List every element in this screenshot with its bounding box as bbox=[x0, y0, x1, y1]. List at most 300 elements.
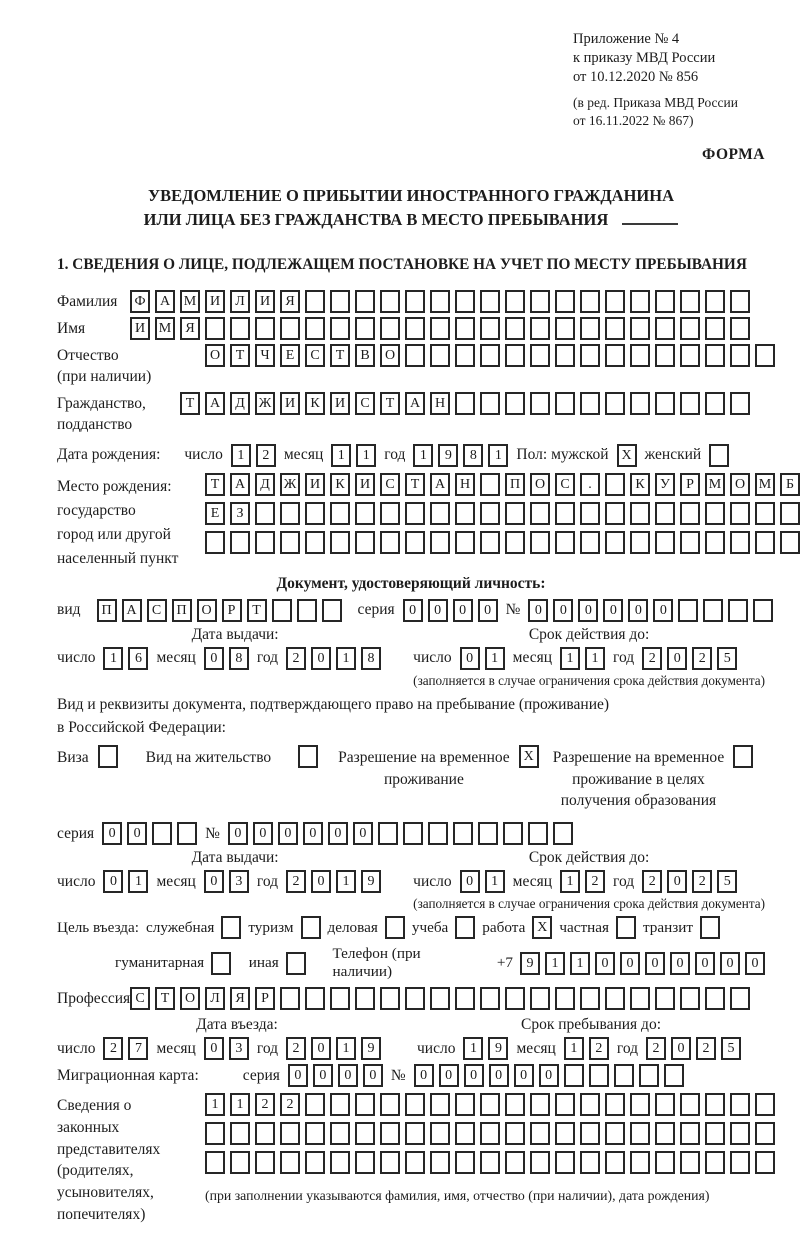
phone-label: Телефон (при наличии) bbox=[332, 945, 421, 981]
char-cell bbox=[555, 1122, 575, 1145]
migration-card-label: Миграционная карта: bbox=[57, 1066, 199, 1084]
char-cell bbox=[605, 1093, 625, 1116]
char-cell bbox=[564, 1064, 584, 1087]
char-cell bbox=[530, 392, 550, 415]
char-cell: 2 bbox=[589, 1037, 609, 1060]
char-cell bbox=[430, 1122, 450, 1145]
appendix-line: Приложение № 4 bbox=[573, 31, 680, 47]
char-cell bbox=[555, 1093, 575, 1116]
char-cell bbox=[330, 987, 350, 1010]
day-label: число bbox=[184, 446, 223, 464]
char-cell bbox=[730, 1093, 750, 1116]
char-cell bbox=[703, 599, 723, 622]
char-cell: 2 bbox=[692, 647, 712, 670]
section1-heading: 1. СВЕДЕНИЯ О ЛИЦЕ, ПОДЛЕЖАЩЕМ ПОСТАНОВКЕ НА УЧЕТ ПО МЕСТУ ПРЕБЫВАНИЯ bbox=[57, 255, 747, 273]
char-cell: 0 bbox=[278, 822, 298, 845]
char-cell: Н bbox=[430, 392, 450, 415]
char-cell bbox=[664, 1064, 684, 1087]
char-cell bbox=[430, 987, 450, 1010]
char-cell bbox=[605, 473, 625, 496]
char-cell: 2 bbox=[286, 870, 306, 893]
given-name-row bbox=[57, 317, 765, 340]
char-cell: И bbox=[130, 317, 150, 340]
char-cell: 5 bbox=[721, 1037, 741, 1060]
char-cell bbox=[405, 344, 425, 367]
char-cell: 2 bbox=[692, 870, 712, 893]
char-cell bbox=[503, 822, 523, 845]
char-cell: 0 bbox=[670, 952, 690, 975]
year-label: год bbox=[384, 446, 406, 464]
char-cell bbox=[152, 822, 172, 845]
form-title-line1: УВЕДОМЛЕНИЕ О ПРИБЫТИИ ИНОСТРАННОГО ГРАЖДАНИНА bbox=[147, 186, 675, 205]
char-cell bbox=[555, 317, 575, 340]
form-title bbox=[57, 184, 765, 232]
doc-kind-label: вид bbox=[57, 601, 81, 619]
char-cell bbox=[530, 531, 550, 554]
char-cell bbox=[530, 502, 550, 525]
char-cell: П bbox=[97, 599, 117, 622]
char-cell: 0 bbox=[628, 599, 648, 622]
char-cell bbox=[428, 822, 448, 845]
issue-day-cells bbox=[103, 870, 148, 893]
char-cell: Р bbox=[680, 473, 700, 496]
char-cell bbox=[255, 317, 275, 340]
char-cell bbox=[480, 531, 500, 554]
char-cell bbox=[680, 531, 700, 554]
residence-permit-label: Вид на жительство bbox=[145, 749, 272, 767]
char-cell: 0 bbox=[204, 1037, 224, 1060]
char-cell: Я bbox=[280, 290, 300, 313]
char-cell bbox=[705, 502, 725, 525]
char-cell: 1 bbox=[545, 952, 565, 975]
char-cell: Т bbox=[180, 392, 200, 415]
char-cell bbox=[630, 531, 650, 554]
revision-note bbox=[573, 94, 765, 130]
char-cell bbox=[455, 1093, 475, 1116]
char-cell bbox=[680, 290, 700, 313]
char-cell bbox=[455, 1122, 475, 1145]
char-cell bbox=[705, 1122, 725, 1145]
char-cell bbox=[555, 987, 575, 1010]
char-cell: 1 bbox=[488, 444, 508, 467]
char-cell: 1 bbox=[230, 1093, 250, 1116]
char-cell: 9 bbox=[438, 444, 458, 467]
issue-month-cells bbox=[204, 647, 249, 670]
residence-doc-series-row bbox=[57, 822, 765, 845]
char-cell: Л bbox=[230, 290, 250, 313]
year-label: год bbox=[256, 649, 279, 667]
char-cell: 1 bbox=[336, 647, 356, 670]
purpose-work-checkbox: X bbox=[532, 916, 552, 939]
char-cell bbox=[480, 502, 500, 525]
char-cell bbox=[680, 392, 700, 415]
char-cell bbox=[530, 317, 550, 340]
char-cell: И bbox=[305, 473, 325, 496]
char-cell: И bbox=[355, 473, 375, 496]
purpose-private-checkbox bbox=[616, 916, 636, 939]
month-label: месяц bbox=[516, 1039, 556, 1057]
char-cell bbox=[605, 531, 625, 554]
migration-card-row bbox=[57, 1064, 765, 1087]
temp-permit-checkbox: X bbox=[519, 745, 539, 768]
temp-permit-label: Разрешение на временное проживание bbox=[338, 749, 510, 788]
purpose-study-label: учеба bbox=[411, 918, 449, 936]
char-cell bbox=[405, 1122, 425, 1145]
char-cell bbox=[605, 392, 625, 415]
char-cell bbox=[480, 1093, 500, 1116]
residence-number-cells bbox=[228, 822, 573, 845]
char-cell: З bbox=[230, 502, 250, 525]
char-cell: 1 bbox=[485, 870, 505, 893]
char-cell bbox=[655, 987, 675, 1010]
char-cell: А bbox=[155, 290, 175, 313]
char-cell: 5 bbox=[717, 870, 737, 893]
char-cell bbox=[639, 1064, 659, 1087]
issue-date-title: Дата выдачи: bbox=[191, 625, 279, 643]
char-cell: 2 bbox=[256, 444, 276, 467]
char-cell bbox=[330, 1122, 350, 1145]
char-cell: 9 bbox=[488, 1037, 508, 1060]
char-cell: 0 bbox=[228, 822, 248, 845]
char-cell: 1 bbox=[356, 444, 376, 467]
char-cell bbox=[355, 1093, 375, 1116]
purpose-business-label: деловая bbox=[327, 918, 378, 936]
doc-number-cells bbox=[528, 599, 773, 622]
char-cell: 0 bbox=[311, 870, 331, 893]
char-cell: О bbox=[380, 344, 400, 367]
issue-year-cells bbox=[286, 870, 381, 893]
char-cell bbox=[630, 987, 650, 1010]
char-cell bbox=[630, 344, 650, 367]
char-cell: . bbox=[580, 473, 600, 496]
char-cell bbox=[555, 344, 575, 367]
identity-doc-dates bbox=[57, 626, 765, 689]
residence-permit-option bbox=[146, 745, 319, 769]
year-label: год bbox=[616, 1039, 639, 1057]
patronymic-cells bbox=[205, 344, 775, 367]
day-label: число bbox=[57, 872, 96, 890]
given-name-label: Имя bbox=[57, 319, 86, 337]
char-cell bbox=[528, 822, 548, 845]
surname-label: Фамилия bbox=[57, 292, 118, 310]
stay-year-cells bbox=[646, 1037, 741, 1060]
char-cell: 0 bbox=[645, 952, 665, 975]
char-cell bbox=[730, 502, 750, 525]
char-cell: 0 bbox=[528, 599, 548, 622]
form-label: ФОРМА bbox=[701, 146, 765, 163]
char-cell bbox=[330, 502, 350, 525]
char-cell bbox=[553, 822, 573, 845]
migration-series-cells bbox=[288, 1064, 383, 1087]
series-label: серия bbox=[242, 1066, 280, 1084]
issue-day-cells bbox=[103, 647, 148, 670]
char-cell: 2 bbox=[255, 1093, 275, 1116]
char-cell: 2 bbox=[696, 1037, 716, 1060]
month-label: месяц bbox=[283, 446, 324, 464]
char-cell bbox=[405, 987, 425, 1010]
char-cell: Т bbox=[247, 599, 267, 622]
char-cell bbox=[378, 822, 398, 845]
surname-cells bbox=[130, 290, 750, 313]
char-cell bbox=[755, 1093, 775, 1116]
char-cell bbox=[430, 502, 450, 525]
char-cell bbox=[580, 317, 600, 340]
char-cell bbox=[530, 1122, 550, 1145]
char-cell bbox=[405, 317, 425, 340]
char-cell: Т bbox=[155, 987, 175, 1010]
surname-row bbox=[57, 290, 765, 313]
char-cell: 0 bbox=[460, 647, 480, 670]
residence-doc-options bbox=[57, 745, 765, 812]
char-cell: 2 bbox=[642, 647, 662, 670]
phone-prefix: +7 bbox=[496, 954, 513, 972]
month-label: месяц bbox=[512, 649, 553, 667]
entry-date-title: Дата въезда: bbox=[196, 1016, 278, 1034]
char-cell bbox=[255, 1122, 275, 1145]
sex-male-label: Пол: мужской bbox=[516, 446, 609, 464]
char-cell: 0 bbox=[353, 822, 373, 845]
char-cell bbox=[530, 290, 550, 313]
birth-place-line1 bbox=[205, 473, 800, 496]
char-cell bbox=[680, 502, 700, 525]
char-cell bbox=[630, 1093, 650, 1116]
char-cell: Е bbox=[205, 502, 225, 525]
char-cell bbox=[405, 531, 425, 554]
char-cell bbox=[755, 1122, 775, 1145]
char-cell: 1 bbox=[205, 1093, 225, 1116]
char-cell: 1 bbox=[331, 444, 351, 467]
char-cell: 9 bbox=[520, 952, 540, 975]
char-cell: С bbox=[130, 987, 150, 1010]
char-cell bbox=[580, 1093, 600, 1116]
char-cell: 6 bbox=[128, 647, 148, 670]
appendix-line: к приказу МВД России bbox=[573, 50, 716, 67]
purpose-other-checkbox bbox=[286, 952, 306, 975]
char-cell bbox=[505, 344, 525, 367]
char-cell bbox=[280, 1122, 300, 1145]
legal-reps-label: Сведения о законных представителях (родителях, усыновителях, попечителях) bbox=[57, 1097, 161, 1223]
sex-male-checkbox: X bbox=[617, 444, 637, 467]
char-cell bbox=[655, 290, 675, 313]
char-cell bbox=[705, 1093, 725, 1116]
char-cell: 0 bbox=[595, 952, 615, 975]
char-cell bbox=[205, 1122, 225, 1145]
char-cell: О bbox=[530, 473, 550, 496]
visit-purpose-row bbox=[57, 916, 765, 939]
char-cell bbox=[580, 290, 600, 313]
citizenship-label: Гражданство, подданство bbox=[57, 394, 146, 433]
month-label: месяц bbox=[156, 872, 196, 890]
citizenship-row bbox=[57, 392, 765, 436]
char-cell: 0 bbox=[553, 599, 573, 622]
char-cell bbox=[330, 1093, 350, 1116]
char-cell bbox=[680, 1093, 700, 1116]
char-cell: И bbox=[280, 392, 300, 415]
char-cell bbox=[305, 1122, 325, 1145]
birth-place-line3 bbox=[205, 531, 800, 554]
char-cell bbox=[355, 1122, 375, 1145]
char-cell bbox=[605, 502, 625, 525]
edu-permit-option bbox=[553, 745, 754, 812]
char-cell bbox=[680, 317, 700, 340]
char-cell: 9 bbox=[361, 1037, 381, 1060]
legal-reps-note: (при заполнении указываются фамилия, имя, отчество (при наличии), дата рождения) bbox=[205, 1188, 710, 1204]
char-cell bbox=[480, 344, 500, 367]
profession-cells bbox=[130, 987, 750, 1010]
valid-day-cells bbox=[460, 870, 505, 893]
birth-place-label: Место рождения: государство город или другой населенный пункт bbox=[57, 477, 179, 567]
visa-checkbox bbox=[98, 745, 118, 768]
valid-month-cells bbox=[560, 870, 605, 893]
char-cell: 1 bbox=[103, 647, 123, 670]
char-cell bbox=[630, 290, 650, 313]
citizenship-cells bbox=[180, 392, 750, 415]
char-cell bbox=[655, 502, 675, 525]
char-cell bbox=[305, 290, 325, 313]
char-cell bbox=[630, 392, 650, 415]
char-cell: Т bbox=[405, 473, 425, 496]
stay-month-cells bbox=[564, 1037, 609, 1060]
char-cell: С bbox=[305, 344, 325, 367]
char-cell: 0 bbox=[363, 1064, 383, 1087]
char-cell: Ж bbox=[280, 473, 300, 496]
char-cell bbox=[205, 531, 225, 554]
patronymic-label: Отчество (при наличии) bbox=[57, 346, 152, 385]
char-cell: Т bbox=[205, 473, 225, 496]
char-cell bbox=[380, 502, 400, 525]
char-cell bbox=[530, 344, 550, 367]
char-cell bbox=[680, 987, 700, 1010]
char-cell bbox=[705, 392, 725, 415]
char-cell: 0 bbox=[127, 822, 147, 845]
char-cell bbox=[480, 392, 500, 415]
char-cell: В bbox=[355, 344, 375, 367]
char-cell: А bbox=[405, 392, 425, 415]
char-cell: 1 bbox=[485, 647, 505, 670]
char-cell bbox=[430, 317, 450, 340]
char-cell bbox=[505, 531, 525, 554]
char-cell: К bbox=[630, 473, 650, 496]
char-cell: 7 bbox=[128, 1037, 148, 1060]
char-cell: М bbox=[755, 473, 775, 496]
residence-series-cells bbox=[102, 822, 197, 845]
char-cell bbox=[430, 344, 450, 367]
char-cell bbox=[705, 344, 725, 367]
char-cell bbox=[405, 1093, 425, 1116]
char-cell: 2 bbox=[642, 870, 662, 893]
char-cell: К bbox=[330, 473, 350, 496]
char-cell: 1 bbox=[585, 647, 605, 670]
year-label: год bbox=[256, 1039, 279, 1057]
char-cell: Я bbox=[180, 317, 200, 340]
char-cell: У bbox=[655, 473, 675, 496]
year-label: год bbox=[256, 872, 279, 890]
char-cell bbox=[480, 290, 500, 313]
char-cell bbox=[755, 531, 775, 554]
migration-number-cells bbox=[414, 1064, 684, 1087]
purpose-humanitarian-label: гуманитарная bbox=[115, 954, 205, 972]
char-cell bbox=[177, 822, 197, 845]
char-cell bbox=[322, 599, 342, 622]
char-cell: П bbox=[172, 599, 192, 622]
entry-dates bbox=[57, 1016, 765, 1060]
char-cell: 0 bbox=[204, 647, 224, 670]
char-cell bbox=[297, 599, 317, 622]
doc-number-label: № bbox=[505, 601, 521, 619]
char-cell bbox=[680, 1122, 700, 1145]
char-cell: Д bbox=[230, 392, 250, 415]
char-cell bbox=[555, 531, 575, 554]
identity-doc-row bbox=[57, 599, 765, 622]
visa-option bbox=[57, 745, 118, 769]
char-cell bbox=[478, 822, 498, 845]
valid-day-cells bbox=[460, 647, 505, 670]
char-cell bbox=[580, 502, 600, 525]
char-cell bbox=[705, 531, 725, 554]
char-cell: 0 bbox=[489, 1064, 509, 1087]
char-cell: 0 bbox=[311, 647, 331, 670]
char-cell bbox=[730, 987, 750, 1010]
char-cell: 0 bbox=[667, 870, 687, 893]
char-cell: Л bbox=[205, 987, 225, 1010]
valid-month-cells bbox=[560, 647, 605, 670]
char-cell: К bbox=[305, 392, 325, 415]
char-cell bbox=[455, 987, 475, 1010]
char-cell bbox=[728, 599, 748, 622]
char-cell bbox=[455, 392, 475, 415]
char-cell: И bbox=[330, 392, 350, 415]
profession-label: Профессия bbox=[57, 990, 131, 1008]
char-cell bbox=[480, 1122, 500, 1145]
purpose-study-checkbox bbox=[455, 916, 475, 939]
char-cell: 2 bbox=[103, 1037, 123, 1060]
birth-year-cells bbox=[413, 444, 508, 467]
visit-purpose-row2 bbox=[57, 945, 765, 981]
birth-place-cells bbox=[205, 473, 800, 560]
char-cell bbox=[430, 531, 450, 554]
birth-place-row bbox=[57, 473, 795, 571]
char-cell: Т bbox=[380, 392, 400, 415]
char-cell: 5 bbox=[717, 647, 737, 670]
char-cell: 1 bbox=[336, 1037, 356, 1060]
char-cell bbox=[605, 290, 625, 313]
issue-month-cells bbox=[204, 870, 249, 893]
char-cell: 0 bbox=[720, 952, 740, 975]
char-cell: 0 bbox=[338, 1064, 358, 1087]
char-cell: Ж bbox=[255, 392, 275, 415]
number-label: № bbox=[205, 824, 220, 842]
char-cell: Б bbox=[780, 473, 800, 496]
char-cell bbox=[272, 599, 292, 622]
char-cell bbox=[580, 344, 600, 367]
char-cell: 0 bbox=[403, 599, 423, 622]
legal-reps-line1 bbox=[205, 1093, 775, 1116]
char-cell bbox=[505, 317, 525, 340]
issue-date-title: Дата выдачи: bbox=[191, 849, 279, 867]
char-cell: 0 bbox=[103, 870, 123, 893]
char-cell bbox=[780, 502, 800, 525]
legal-reps-line2 bbox=[205, 1122, 775, 1145]
char-cell bbox=[255, 531, 275, 554]
char-cell bbox=[753, 599, 773, 622]
char-cell bbox=[380, 531, 400, 554]
char-cell: 0 bbox=[695, 952, 715, 975]
char-cell: С bbox=[555, 473, 575, 496]
char-cell: 1 bbox=[336, 870, 356, 893]
revision-line: (в ред. Приказа МВД России bbox=[573, 95, 738, 111]
revision-line: от 16.11.2022 № 867) bbox=[573, 113, 694, 129]
char-cell bbox=[580, 392, 600, 415]
